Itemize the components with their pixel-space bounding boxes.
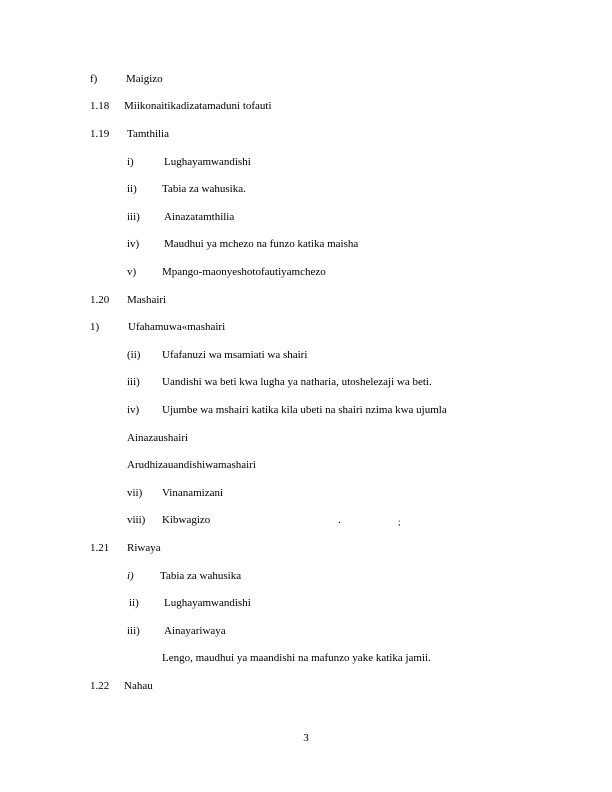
- item-number: ii): [129, 597, 139, 609]
- item-number: iii): [127, 376, 140, 388]
- item-number: ii): [127, 183, 137, 195]
- item-number: iii): [127, 625, 140, 637]
- item-text: Ainayariwaya: [164, 625, 226, 637]
- item-text: Ujumbe wa mshairi katika kila ubeti na shairi nzima kwa ujumla: [162, 404, 447, 416]
- section-number: 1.21: [90, 542, 110, 554]
- item-text: Maigizo: [126, 73, 163, 85]
- section-title: Mashairi: [127, 294, 167, 306]
- item-text: Lengo, maudhui ya maandishi na mafunzo yake katika jamii.: [162, 652, 431, 664]
- item-number: iv): [127, 404, 140, 416]
- section-title: Nahau: [124, 680, 153, 692]
- item-number: f): [90, 73, 98, 85]
- item-text: Ufahamuwa«mashairi: [128, 321, 226, 333]
- item-text: Arudhizauandishiwamashairi: [127, 459, 256, 471]
- item-text: Tabia za wahusika: [160, 570, 242, 582]
- item-text: Ainazatamthilia: [164, 211, 235, 223]
- item-number: i): [127, 156, 134, 168]
- item-number: viii): [127, 514, 146, 526]
- item-text: Lughayamwandishi: [164, 156, 251, 168]
- stray-mark: .: [338, 514, 341, 526]
- section-title: Riwaya: [127, 542, 161, 554]
- item-text: Kibwagizo: [162, 514, 211, 526]
- stray-mark: ;: [398, 517, 401, 527]
- item-number: vii): [127, 487, 143, 499]
- item-number: iv): [127, 238, 140, 250]
- item-number: v): [127, 266, 137, 278]
- item-number: 1): [90, 321, 100, 333]
- item-number: (ii): [127, 349, 141, 361]
- section-number: 1.22: [90, 680, 110, 692]
- item-text: Ufafanuzi wa msamiati wa shairi: [162, 349, 308, 361]
- item-text: Ainazaushairi: [127, 432, 189, 444]
- section-number: 1.20: [90, 294, 110, 306]
- page-number: 3: [303, 732, 309, 744]
- item-number: iii): [127, 211, 140, 223]
- item-text: Maudhui ya mchezo na funzo katika maisha: [164, 238, 359, 250]
- section-title: Miikonaitikadizatamaduni tofauti: [124, 100, 272, 112]
- section-number: 1.18: [90, 100, 110, 112]
- item-number: i): [127, 570, 134, 582]
- item-text: Uandishi wa beti kwa lugha ya natharia, utoshelezaji wa beti.: [162, 376, 432, 388]
- item-text: Tabia za wahusika.: [162, 183, 246, 195]
- item-text: Vinanamizani: [162, 487, 224, 499]
- item-text: Lughayamwandishi: [164, 597, 251, 609]
- section-number: 1.19: [90, 128, 110, 140]
- item-text: Mpango-maonyeshotofautiyamchezo: [162, 266, 326, 278]
- section-title: Tamthilia: [127, 128, 169, 140]
